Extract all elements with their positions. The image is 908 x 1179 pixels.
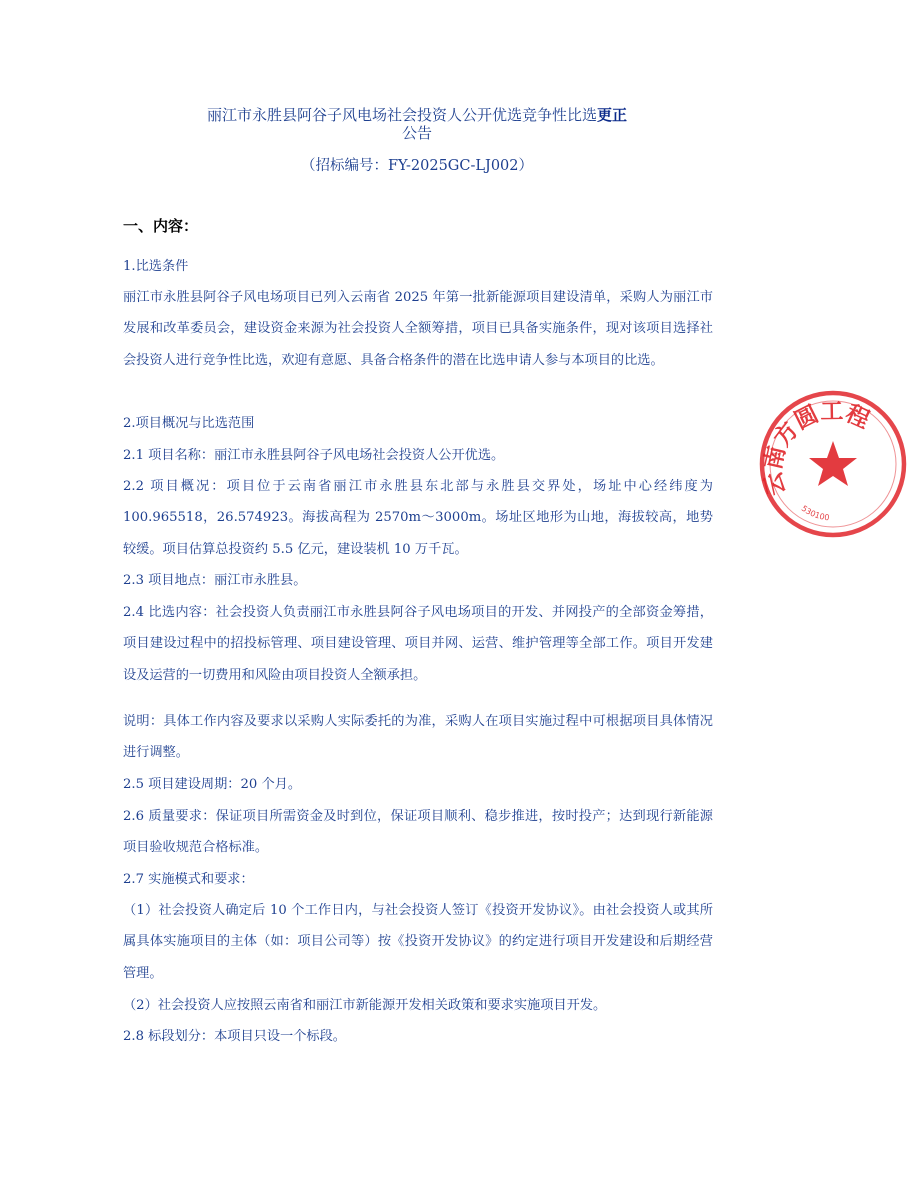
paragraph-2-7-1: （1）社会投资人确定后 10 个工作日内，与社会投资人签订《投资开发协议》。由社会投资人或其所属具体实施项目的主体（如：项目公司等）按《投资开发协议》的约定进行项目开发建设和后期经营管理。: [123, 903, 713, 981]
official-seal-stamp: [758, 389, 908, 539]
paragraph-2-7-2: （2）社会投资人应按照云南省和丽江市新能源开发相关政策和要求实施项目开发。: [123, 998, 607, 1013]
paragraph-2-4: 2.4 比选内容：社会投资人负责丽江市永胜县阿谷子风电场项目的开发、并网投产的全部资金筹措，项目建设过程中的招投标管理、项目建设管理、项目并网、运营、维护管理等全部工作。项目开发建设及运营的一切费用和风险由项目投资人全额承担。: [123, 605, 713, 683]
paragraph-1-1: 1.比选条件: [123, 259, 189, 274]
seal-star-icon: [809, 441, 857, 486]
paragraph-condition: 丽江市永胜县阿谷子风电场项目已列入云南省 2025 年第一批新能源项目建设清单，采购人为丽江市发展和改革委员会，建设资金来源为社会投资人全额筹措，项目已具备实施条件，现对该项目选择社会投资人进行竞争性比选，欢迎有意愿、具备合格条件的潜在比选申请人参与本项目的比选。: [123, 290, 713, 368]
title-correction-text: 更正: [597, 106, 628, 124]
paragraph-2-1: 2.1 项目名称：丽江市永胜县阿谷子风电场社会投资人公开优选。: [123, 448, 505, 463]
paragraph-2-8: 2.8 标段划分：本项目只设一个标段。: [123, 1029, 346, 1044]
paragraph-2-5: 2.5 项目建设周期：20 个月。: [123, 777, 302, 792]
svg-text:云南方圆工程: [759, 399, 873, 498]
paragraph-2-6: 2.6 质量要求：保证项目所需资金及时到位，保证项目顺利、稳步推进，按时投产；达到现行新能源项目验收规范合格标准。: [123, 809, 713, 856]
seal-number: 530100: [799, 503, 830, 523]
seal-text: 云南方圆工程: [760, 398, 874, 498]
paragraph-2-2: 2.2 项目概况：项目位于云南省丽江市永胜县东北部与永胜县交界处，场址中心经纬度为100.965518，26.574923。海拔高程为 2570m～3000m。场址区地形为山地，海拔较高，地势较缓。项目估算总投资约 5.5 亿元，建设装机 10 万千瓦。: [123, 479, 713, 557]
title-main-text: 丽江市永胜县阿谷子风电场社会投资人公开优选竞争性比选: [206, 106, 597, 124]
document-title-line2: 公告: [401, 124, 432, 142]
paragraph-2-3: 2.3 项目地点：丽江市永胜县。: [123, 573, 307, 588]
document-title: [0, 106, 834, 124]
paragraph-note: 说明：具体工作内容及要求以采购人实际委托的为准，采购人在项目实施过程中可根据项目具体情况进行调整。: [123, 714, 713, 761]
tender-number: （招标编号：FY-2025GC-LJ002）: [300, 158, 534, 174]
paragraph-2: 2.项目概况与比选范围: [123, 416, 255, 431]
section-heading: 一、内容：: [123, 217, 199, 235]
paragraph-2-7: 2.7 实施模式和要求：: [123, 872, 254, 887]
